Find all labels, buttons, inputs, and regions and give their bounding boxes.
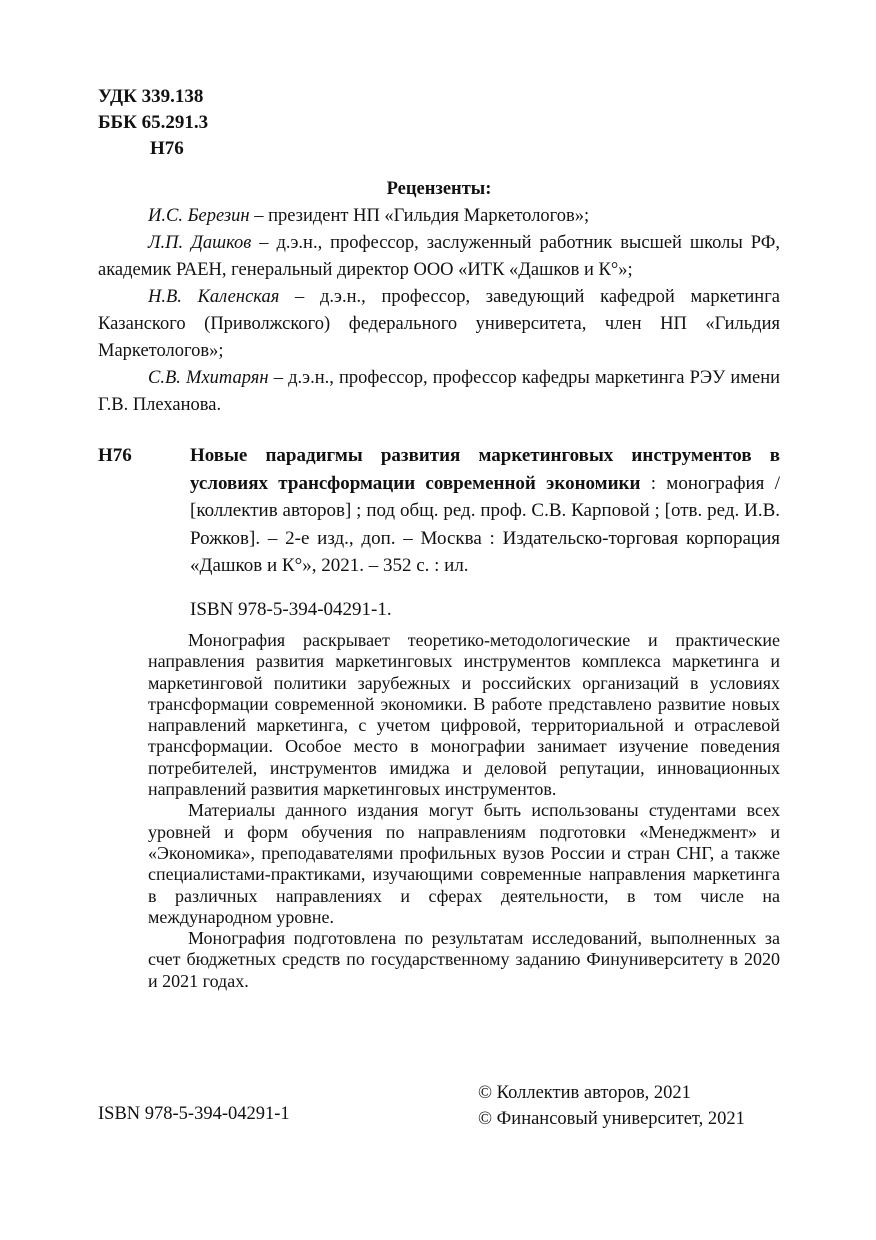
reviewer-item: [98, 230, 780, 284]
book-title: Новые парадигмы развития маркетинговых инструментов в условиях трансформации современной экономики: [190, 445, 780, 494]
reviewer-description: – президент НП «Гильдия Маркетологов»;: [249, 206, 590, 226]
reviewers-title: Рецензенты:: [386, 179, 492, 199]
reviewer-description: – д.э.н., профессор, заведующий кафедрой маркетинга Казанского (Приволжского) федерального университета, член НП «Гильдия Маркетологов»;: [98, 287, 780, 361]
copyright-authors: © Коллектив авторов, 2021: [478, 1083, 691, 1103]
entry-isbn: ISBN 978-5-394-04291-1.: [190, 598, 392, 620]
entry-code: Н76: [98, 445, 132, 466]
udk-code: УДК 339.138: [98, 86, 204, 107]
annotation-paragraph: Монография раскрывает теоретико-методологические и практические направления развития маркетинговых инструментов комплекса маркетинга и маркетинговой политики зарубежных и российских организаций в условиях трансформации современной экономики. В работе представлено развитие новых направлений маркетинга, с учетом цифровой, территориальной и отраслевой трансформации. Особое место в монографии занимает изучение поведения потребителей, инструментов имиджа и деловой репутации, инновационных направлений развития маркетинговых инструментов.: [148, 630, 780, 800]
classification-block: [98, 84, 208, 162]
footer-isbn: ISBN 978-5-394-04291-1: [98, 1104, 290, 1124]
reviewer-description: – д.э.н., профессор, заслуженный работник высшей школы РФ, академик РАЕН, генеральный директор ООО «ИТК «Дашков и К°»;: [98, 233, 781, 280]
reviewer-name: С.В. Мхитарян: [148, 368, 269, 388]
reviewer-name: Н.В. Каленская: [148, 287, 280, 307]
annotation: [148, 630, 780, 992]
entry-description: [190, 442, 780, 580]
reviewer-item: [98, 284, 780, 365]
annotation-paragraph: Монография подготовлена по результатам исследований, выполненных за счет бюджетных средств по государственному заданию Финуниверситету в 2020 и 2021 годах.: [148, 928, 780, 991]
reviewer-name: И.С. Березин: [148, 206, 250, 226]
reviewers-section: [98, 176, 780, 419]
annotation-paragraph: Материалы данного издания могут быть использованы студентами всех уровней и форм обучения по направлениям подготовки «Менеджмент» и «Экономика», преподавателями профильных вузов России и стран СНГ, а также специалистами-практиками, изучающими современные направления маркетинга в различных направлениях и сферах деятельности, в том числе на международном уровне.: [148, 800, 780, 927]
bibliographic-entry: [98, 442, 780, 623]
bbk-code: ББК 65.291.3: [98, 112, 209, 133]
reviewer-description: – д.э.н., профессор, профессор кафедры маркетинга РЭУ имени Г.В. Плеханова.: [98, 368, 780, 415]
reviewer-name: Л.П. Дашков: [148, 233, 252, 253]
reviewer-item: [98, 203, 780, 230]
reviewer-item: [98, 365, 780, 419]
copyright-university: © Финансовый университет, 2021: [478, 1109, 745, 1129]
copyright-block: [478, 1080, 745, 1132]
author-mark: Н76: [150, 138, 184, 159]
publication-details: : монография / [коллектив авторов] ; под общ. ред. проф. С.В. Карповой ; [отв. ред. И.В. Рожков]. – 2-е изд., доп. – Москва : Издательско-торговая корпорация «Дашков и К°», 2021. – 352 с. : ил.: [190, 472, 780, 576]
